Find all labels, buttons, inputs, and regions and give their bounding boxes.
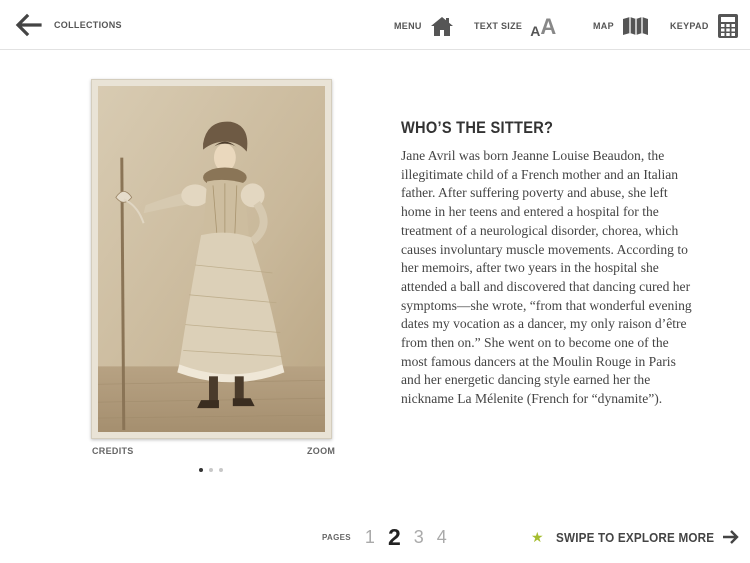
text-size-icon (530, 14, 556, 38)
keypad-label: KEYPAD (670, 21, 709, 31)
keypad-button[interactable] (670, 12, 739, 40)
star-icon: ★ (531, 528, 544, 545)
page-2-link[interactable]: 2 (387, 523, 401, 550)
article-heading: WHO’S THE SITTER? (401, 118, 554, 137)
artwork-photo[interactable] (91, 79, 332, 439)
page-selector (322, 522, 460, 552)
zoom-button[interactable]: ZOOM (307, 446, 336, 456)
calculator-icon (717, 13, 739, 39)
folded-map-icon (622, 16, 649, 36)
swipe-label: SWIPE TO EXPLORE MORE (555, 529, 714, 545)
page-3-link[interactable]: 3 (413, 526, 424, 547)
text-size-glyph-big: A (540, 14, 557, 39)
menu-label: MENU (394, 21, 422, 31)
arrow-left-icon (14, 13, 42, 37)
map-button[interactable] (593, 12, 649, 40)
arrow-right-icon (722, 529, 740, 545)
text-size-label: TEXT SIZE (474, 21, 523, 31)
home-icon (430, 15, 454, 37)
text-size-glyph-small: A (530, 23, 541, 39)
image-pager-dots (199, 468, 223, 472)
pager-dot-2[interactable] (209, 468, 213, 472)
pages-label: PAGES (322, 532, 351, 542)
back-label: COLLECTIONS (54, 20, 122, 30)
sepia-portrait-image (98, 86, 325, 432)
page-4-link[interactable]: 4 (436, 526, 447, 547)
pager-dot-1[interactable] (199, 468, 203, 472)
pager-dot-3[interactable] (219, 468, 223, 472)
text-size-button[interactable] (474, 12, 556, 40)
top-bar (0, 0, 750, 50)
article-body: Jane Avril was born Jeanne Louise Beaudon, the illegitimate child of a French mother and an Italian father. After suffering poverty and abuse, she left home in her teens and entered a hospital for the treatment of a neurological disorder, chorea, which causes involuntary muscle movements. According to her memoirs, after two years in the hospital she attended a ball and discovered that dancing cured her symptoms—she wrote, “from that wonderful evening dates my vocation as a dancer, my only raison d’être from then on.” She went on to become one of the most famous dancers at the Moulin Rouge in Paris and her energetic dancing style earned her the nickname La Mélenite (French for “dynamite”). (401, 148, 692, 407)
menu-button[interactable] (394, 12, 454, 40)
map-label: MAP (593, 21, 614, 31)
swipe-to-explore-button[interactable] (531, 526, 740, 548)
credits-button[interactable]: CREDITS (92, 446, 134, 456)
back-to-collections-button[interactable] (14, 10, 122, 40)
page-1-link[interactable]: 1 (364, 526, 375, 547)
